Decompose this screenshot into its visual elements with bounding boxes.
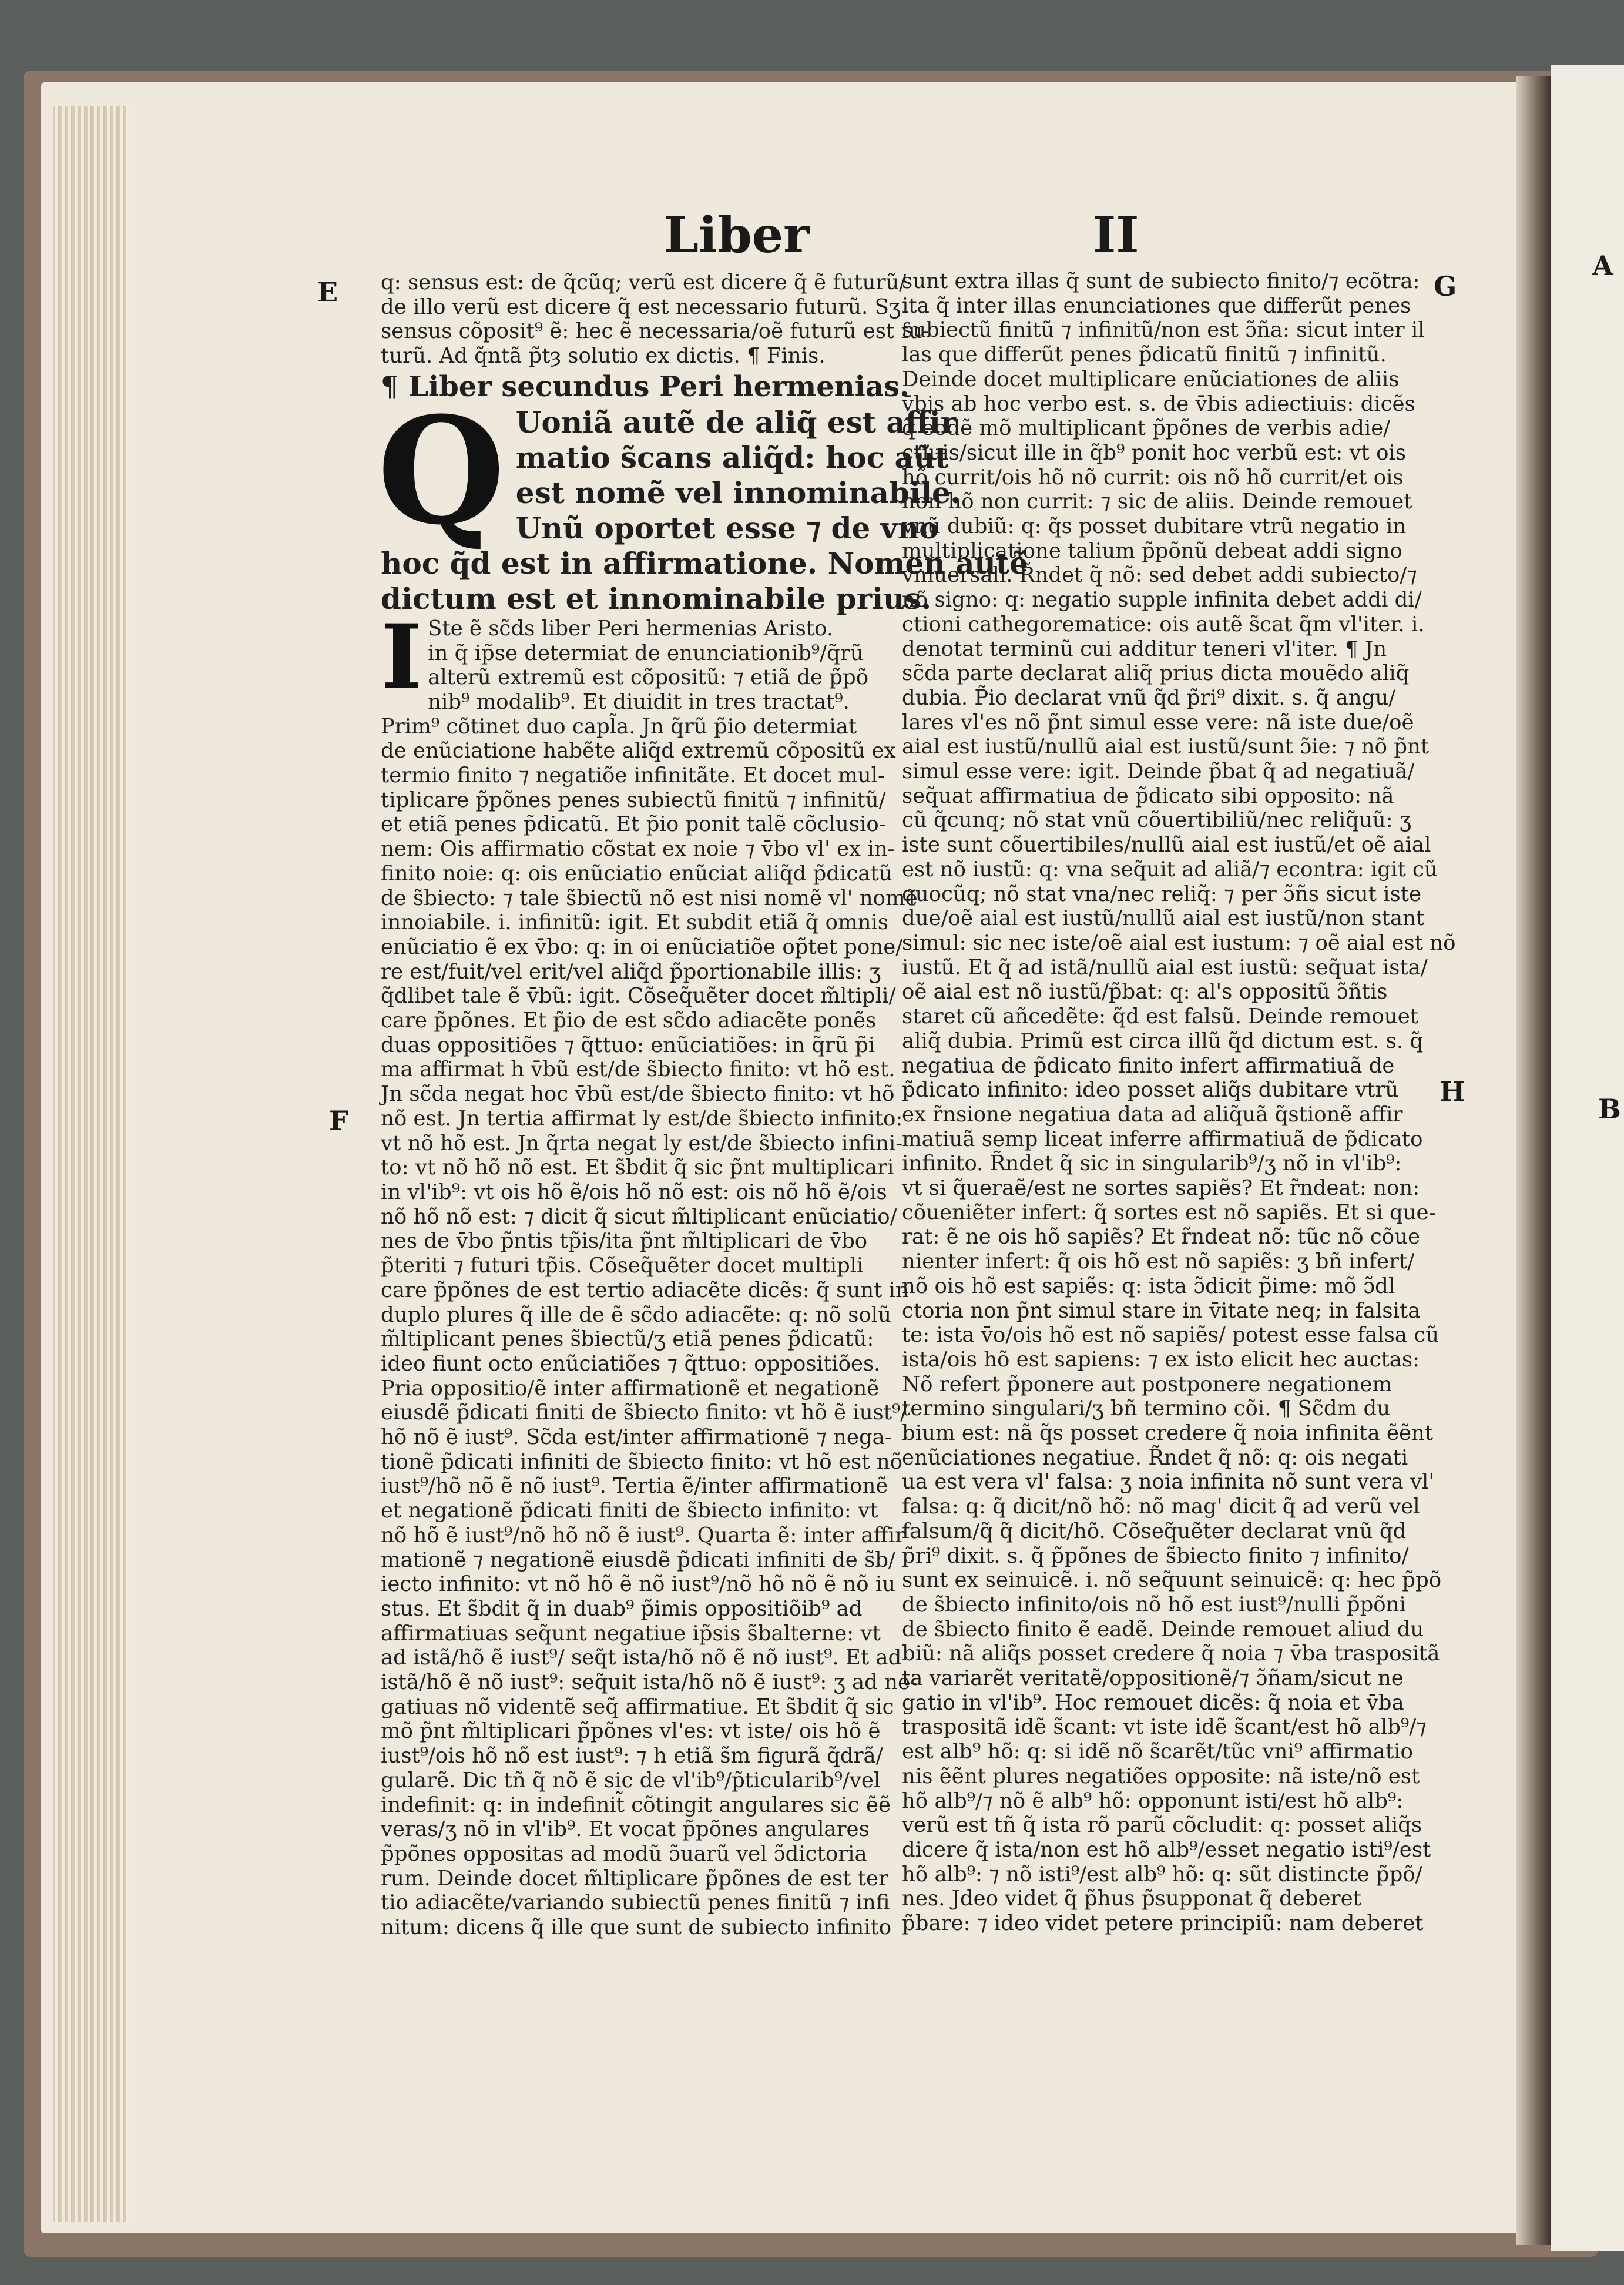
- drop-capital: Q: [377, 384, 505, 557]
- text-line: gatiuas nõ videntẽ seq̃ affirmatiue. Et s̃bdit q̃ sic: [381, 1694, 894, 1719]
- text-line: in vl'ib⁹: vt ois hõ ẽ/ois hõ nõ est: ois nõ hõ ẽ/ois: [381, 1180, 887, 1204]
- text-line: subiectũ finitũ ⁊ infinitũ/non est ɔ̃ña: sicut inter il: [902, 318, 1425, 343]
- text-line: to: vt nõ hõ nõ est. Et s̃bdit q̃ sic p̃nt multiplicari: [381, 1155, 894, 1180]
- text-line: iust⁹/hõ nõ ẽ nõ iust⁹. Tertia ẽ/inter affirmationẽ: [381, 1474, 888, 1499]
- text-line: et negationẽ p̃dicati finiti de s̃biecto infinito: vt: [381, 1499, 878, 1523]
- text-line: matiuã semp liceat inferre affirmatiuã de p̃dicato: [902, 1127, 1423, 1151]
- margin-letter-f: F: [329, 1105, 348, 1137]
- commentary-block: [381, 605, 918, 1940]
- text-line: bium est: nã q̃s posset credere q̃ noia infinita ẽẽnt: [902, 1421, 1434, 1446]
- margin-letter-g: G: [1434, 270, 1457, 302]
- text-line: te: ista v̄o/ois hõ est nõ sapiẽs/ potest esse falsa cũ: [902, 1323, 1440, 1348]
- text-line: non hõ non currit: ⁊ sic de aliis. Deinde remouet: [902, 490, 1412, 514]
- text-line: seq̃uat affirmatiua de p̃dicato sibi opposito: nã: [902, 783, 1394, 808]
- text-line: care p̃põnes de est tertio adiacẽte dicẽs: q̃ sunt in: [381, 1278, 909, 1302]
- text-line: traspositã idẽ s̃cant: vt iste idẽ s̃cant/est hõ alb⁹/⁊: [902, 1715, 1427, 1740]
- text-line: et etiã penes p̃dicatũ. Et p̃io ponit talẽ cõclusio-: [381, 812, 886, 837]
- text-line: multiplicatione talium p̃põnũ debeat addi signo: [902, 538, 1402, 563]
- text-line: affirmatiuas seq̃unt negatiue ip̃sis s̃balterne: vt: [381, 1621, 881, 1646]
- text-line: p̃dicato infinito: ideo posset aliq̃s dubitare vtrũ: [902, 1078, 1399, 1103]
- text-line: duplo plures q̃ ille de ẽ sc̃do adiacẽte: q: nõ solũ: [381, 1302, 892, 1327]
- right-page-fragment: [1551, 65, 1624, 2251]
- text-line: mõ p̃nt m̃ltiplicari p̃põnes vl'es: vt iste/ ois hõ ẽ: [381, 1719, 881, 1744]
- text-line: denotat terminũ cui additur teneri vl'iter. ¶ Jn: [902, 636, 1387, 661]
- text-line: hõ alb⁹: ⁊ nõ isti⁹/est alb⁹ hõ: q: sũt distincte p̃põ/: [902, 1862, 1422, 1887]
- text-line: iecto infinito: vt nõ hõ ẽ nõ iust⁹/nõ hõ nõ ẽ nõ iu: [381, 1572, 896, 1597]
- text-line: aliq̃ dubia. Primũ est circa illũ q̃d dictum est. s. q̃: [902, 1028, 1424, 1053]
- text-line: care p̃põnes. Et p̃io de est sc̃do adiacẽte ponẽs: [381, 1009, 877, 1033]
- commentary-lines: [381, 714, 918, 1940]
- page-stack-edge: [53, 106, 129, 2222]
- text-line: negatiua de p̃dicato finito infert affirmatiuã de: [902, 1053, 1395, 1078]
- text-line: hoc q̃d est in affirmatione. Nomen autẽ: [381, 545, 1028, 581]
- text-line: ta variarẽt veritatẽ/oppositionẽ/⁊ ɔ̃ñam/sicut ne: [902, 1666, 1404, 1691]
- text-line: ista/ois hõ est sapiens: ⁊ ex isto elicit hec auctas:: [902, 1347, 1420, 1372]
- commentary-lines: [902, 269, 1456, 1936]
- text-line: nib⁹ modalib⁹. Et diuidit in tres tractat⁹.: [428, 689, 850, 714]
- text-line: est nomẽ vel innominabile.: [515, 475, 961, 510]
- text-line: Nõ refert p̃ponere aut postponere negationem: [902, 1372, 1393, 1396]
- text-line: m̃ltiplicant penes s̃biectũ/ʒ etiã penes p̃dicatũ:: [381, 1327, 874, 1352]
- book-gutter: [1516, 76, 1551, 2245]
- text-line: nõ hõ ẽ iust⁹/nõ hõ nõ ẽ iust⁹. Quarta ẽ: inter affir: [381, 1523, 905, 1547]
- text-line: sunt extra illas q̃ sunt de subiecto finito/⁊ ecõtra:: [902, 269, 1420, 293]
- text-line: nõ est. Jn tertia affirmat ly est/de s̃biecto infinito:: [381, 1106, 903, 1131]
- text-line: q̃dlibet tale ẽ v̄bũ: igit. Cõseq̃uẽter docet m̃ltipli/: [381, 984, 896, 1009]
- text-line: Pria oppositio/ẽ inter affirmationẽ et negationẽ: [381, 1376, 880, 1401]
- text-line: matio s̃cans aliq̃d: hoc aũt: [515, 440, 949, 475]
- text-line: cũ q̃cunq; nõ stat vnũ cõuertibiliũ/nec reliq̃uũ: ʒ: [902, 808, 1411, 833]
- running-head-left: Liber: [664, 206, 810, 264]
- text-line: ctoria non p̃nt simul stare in v̄itate neq; in falsita: [902, 1298, 1421, 1323]
- text-line: iust⁹/ois hõ nõ est iust⁹: ⁊ h etiã s̃m figurã q̃drã/: [381, 1744, 883, 1768]
- text-line: nõ signo: q: negatio supple infinita debet addi di/: [902, 588, 1422, 612]
- text-line: p̃põnes oppositas ad modũ ɔ̃uarũ vel ɔ̃dictoria: [381, 1841, 867, 1866]
- text-line: lares vl'es nõ p̃nt simul esse vere: nã iste due/oẽ: [902, 710, 1414, 735]
- text-line: est nõ iustũ: q: vna seq̃uit ad aliã/⁊ econtra: igit cũ: [902, 857, 1438, 882]
- text-line: stus. Et s̃bdit q̃ in duab⁹ p̃imis oppositiõib⁹ ad: [381, 1596, 863, 1621]
- text-line: duas oppositiões ⁊ q̃ttuo: enũciatiões: in q̃rũ p̃i: [381, 1033, 875, 1057]
- book-title: ¶ Liber secundus Peri hermenias.: [381, 370, 910, 403]
- text-line: nienter infert: q̃ ois hõ est nõ sapiẽs: ʒ bñ infert/: [902, 1249, 1415, 1274]
- text-line: rum. Deinde docet m̃ltiplicare p̃põnes de est ter: [381, 1866, 888, 1891]
- left-text-column: [377, 270, 1028, 1940]
- text-line: finito noie: q: ois enũciatio enũciat aliq̃d p̃dicatũ: [381, 861, 892, 886]
- text-line: gatio in vl'ib⁹. Hoc remouet dicẽs: q̃ noia et v̄ba: [902, 1690, 1404, 1715]
- text-line: q̃ eodẽ mõ multiplicant p̃põnes de verbis adie/: [902, 416, 1391, 441]
- text-line: ctiuis/sicut ille in q̃b⁹ ponit hoc verbũ est: vt ois: [902, 440, 1407, 465]
- text-line: sunt ex seinuicẽ. i. nõ seq̃uunt seinuicẽ: q: hec p̃põ: [902, 1568, 1442, 1593]
- text-line: iste sunt cõuertibiles/nullũ aial est iustũ/et oẽ aial: [902, 833, 1431, 857]
- text-line: las que differũt penes p̃dicatũ finitũ ⁊ infinitũ.: [902, 343, 1387, 367]
- text-line: est alb⁹ hõ: q: si idẽ nõ s̃carẽt/tũc vni⁹ affirmatio: [902, 1740, 1413, 1764]
- margin-letter-a: A: [1592, 250, 1613, 282]
- text-line: biũ: nã aliq̃s posset credere q̃ noia ⁊ v̄ba traspositã: [902, 1641, 1440, 1666]
- text-line: dubia. P̃io declarat vnũ q̃d p̃ri⁹ dixit. s. q̃ angu/: [902, 685, 1396, 710]
- text-line: in q̃ ip̃se determiat de enunciationib⁹/q̃rũ: [428, 641, 864, 665]
- right-text-column: [902, 269, 1456, 1936]
- text-line: falsa: q: q̃ dicit/nõ hõ: nõ mag' dicit q̃ ad verũ vel: [902, 1495, 1420, 1519]
- text-line: oẽ aial est nõ iustũ/p̃bat: q: al's oppositũ ɔ̃ñtis: [902, 980, 1388, 1004]
- text-line: rat: ẽ ne ois hõ sapiẽs? Et r̃ndeat nõ: tũc nõ cõue: [902, 1225, 1421, 1249]
- text-line: p̃teriti ⁊ futuri tp̃is. Cõseq̃uẽter docet multipli: [381, 1254, 864, 1278]
- text-line: p̃ri⁹ dixit. s. q̃ p̃põnes de s̃biecto finito ⁊ infinito/: [902, 1543, 1409, 1568]
- text-line: vt si q̃ueraẽ/est ne sortes sapiẽs? Et r̃ndeat: non:: [902, 1176, 1420, 1201]
- text-line: vnũ dubiũ: q: q̃s posset dubitare vtrũ negatio in: [902, 514, 1407, 539]
- text-line: sensus cõposit⁹ ẽ: hec ẽ necessaria/oẽ futurũ est fu-: [381, 319, 930, 344]
- text-line: verũ est tñ q̃ ista rõ parũ cõcludit: q: posset aliq̃s: [902, 1813, 1422, 1838]
- text-line: vt nõ hõ est. Jn q̃rta negat ly est/de s̃biecto infini-: [381, 1131, 903, 1155]
- text-line: dicere q̃ ista/non est hõ alb⁹/esset negatio isti⁹/est: [902, 1838, 1431, 1862]
- text-line: vniuersali. R̃ndet q̃ nõ: sed debet addi subiecto/⁊: [902, 563, 1417, 588]
- text-line: innoiabile. i. infinitũ: igit. Et subdit etiã q̃ omnis: [381, 910, 889, 935]
- text-line: de illo verũ est dicere q̃ est necessario futurũ. Sʒ: [381, 294, 901, 319]
- text-line: staret cũ añcedẽte: q̃d est falsũ. Deinde remouet: [902, 1004, 1419, 1029]
- text-line: ita q̃ inter illas enunciationes que differũt penes: [902, 293, 1411, 318]
- text-line: v̄bis ab hoc verbo est. s. de v̄bis adiectiuis: dicẽs: [902, 391, 1415, 416]
- text-line: de s̃biecto: ⁊ tale s̃biectũ nõ est nisi nomẽ vl' nomẽ: [381, 886, 918, 910]
- margin-letter-h: H: [1440, 1076, 1465, 1107]
- text-line: de s̃biecto infinito/ois nõ hõ est iust⁹/nulli p̃põni: [902, 1592, 1406, 1617]
- text-line: sc̃da parte declarat aliq̃ prius dicta mouẽdo aliq̃: [902, 661, 1410, 686]
- text-line: nõ hõ nõ est: ⁊ dicit q̃ sicut m̃ltiplicant enũciatio/: [381, 1204, 897, 1229]
- text-line: alterũ extremũ est cõpositũ: ⁊ etiã de p̃põ: [428, 665, 869, 690]
- text-line: hõ nõ ẽ iust⁹. Sc̃da est/inter affirmationẽ ⁊ nega-: [381, 1425, 892, 1450]
- running-head-right: II: [1093, 206, 1139, 264]
- text-line: gularẽ. Dic tñ q̃ nõ ẽ sic de vl'ib⁹/p̃ticularib⁹/vel: [381, 1768, 881, 1793]
- text-line: ex r̃nsione negatiua data ad aliq̃uã q̃stionẽ affir: [902, 1102, 1403, 1127]
- text-line: tio adiacẽte/variando subiectũ penes finitũ ⁊ infi: [381, 1891, 890, 1915]
- text-line: hõ alb⁹/⁊ nõ ẽ alb⁹ hõ: opponunt isti/est hõ alb⁹:: [902, 1788, 1404, 1813]
- margin-letter-e: E: [317, 276, 338, 308]
- text-line: nes de v̄bo p̃ntis tp̃is/ita p̃nt m̃ltiplicari de v̄bo: [381, 1229, 868, 1254]
- text-line: Prim⁹ cõtinet duo capl̃a. Jn q̃rũ p̃io determiat: [381, 714, 857, 739]
- text-line: ma affirmat h v̄bũ est/de s̃biecto finito: vt hõ est.: [381, 1057, 895, 1082]
- text-line: termio finito ⁊ negatiõe infinitãte. Et docet mul-: [381, 763, 885, 788]
- text-line: nis ẽẽnt plures negatiões opposite: nã iste/nõ est: [902, 1764, 1420, 1788]
- text-line: Ste ẽ sc̃ds liber Peri hermenias Aristo.: [428, 616, 834, 641]
- text-line: eiusdẽ p̃dicati finiti de s̃biecto finito: vt hõ ẽ iust⁹/: [381, 1401, 908, 1425]
- text-line: istã/hõ ẽ nõ iust⁹: seq̃uit ista/hõ nõ ẽ iust⁹: ʒ ad ne-: [381, 1670, 918, 1695]
- drop-capital-small: I: [381, 605, 422, 709]
- text-line: ad istã/hõ ẽ iust⁹/ seq̃t ista/hõ nõ ẽ nõ iust⁹. Et ad: [381, 1646, 902, 1670]
- text-line: Unũ oportet esse ⁊ de vno: [515, 510, 939, 545]
- text-line: Deinde docet multiplicare enũciationes de aliis: [902, 367, 1400, 391]
- text-line: quocũq; nõ stat vna/nec reliq̃: ⁊ per ɔ̃ñs sicut iste: [902, 882, 1422, 906]
- text-line: infinito. R̃ndet q̃ sic in singularib⁹/ʒ nõ in vl'ib⁹:: [902, 1151, 1402, 1176]
- text-line: enũciationes negatiue. R̃ndet q̃ nõ: q: ois negati: [902, 1445, 1408, 1470]
- text-line: re est/fuit/vel erit/vel aliq̃d p̃portionabile illis: ʒ: [381, 959, 881, 984]
- text-line: due/oẽ aial est iustũ/nullũ aial est iustũ/non stant: [902, 906, 1425, 931]
- text-line: Jn sc̃da negat hoc v̄bũ est/de s̃biecto finito: vt hõ: [381, 1082, 895, 1107]
- text-line: mationẽ ⁊ negationẽ eiusdẽ p̃dicati infiniti de s̃b/: [381, 1547, 895, 1572]
- text-line: aial est iustũ/nullũ aial est iustũ/sunt ɔ̃ie: ⁊ nõ p̃nt: [902, 735, 1430, 759]
- text-line: de s̃biecto finito ẽ eadẽ. Deinde remouet aliud du: [902, 1617, 1424, 1641]
- text-line: iustũ. Et q̃ ad istã/nullũ aial est iustũ: seq̃uat ista/: [902, 955, 1428, 980]
- text-line: Uoniã autẽ de aliq̃ est affir: [515, 404, 957, 440]
- text-line: veras/ʒ nõ in vl'ib⁹. Et vocat p̃põnes angulares: [381, 1817, 870, 1842]
- text-line: dictum est et innominabile prius.: [381, 581, 932, 616]
- text-line: hõ currit/ois hõ nõ currit: ois nõ hõ currit/et ois: [902, 465, 1404, 490]
- text-line: enũciatio ẽ ex v̄bo: q: in oi enũciatiõe op̃tet pone/: [381, 934, 903, 959]
- text-line: turũ. Ad q̃ntã p̃tȝ solutio ex dictis. ¶ Finis.: [381, 344, 826, 368]
- text-line: simul: sic nec iste/oẽ aial est iustum: ⁊ oẽ aial est nõ: [902, 930, 1456, 955]
- text-line: nes. Jdeo videt q̃ p̃hus p̃supponat q̃ deberet: [902, 1887, 1361, 1911]
- text-line: ideo fiunt octo enũciatiões ⁊ q̃ttuo: oppositiões.: [381, 1351, 881, 1376]
- text-line: cõueniẽter infert: q̃ sortes est nõ sapiẽs. Et si que-: [902, 1200, 1436, 1225]
- text-line: falsum/q̃ q̃ dicit/hõ. Cõseq̃uẽter declarat vnũ q̃d: [902, 1519, 1407, 1543]
- text-line: q: sensus est: de q̃cũq; verũ est dicere q̃ ẽ futurũ/: [381, 270, 907, 294]
- text-line: ua est vera vl' falsa: ʒ noia infinita nõ sunt vera vl': [902, 1470, 1435, 1495]
- text-line: de enũciatione habẽte aliq̃d extremũ cõpositũ ex: [381, 739, 896, 763]
- text-line: termino singulari/ʒ bñ termino cõi. ¶ Sc̃dm du: [902, 1396, 1391, 1421]
- text-line: nem: Ois affirmatio cõstat ex noie ⁊ v̄bo vl' ex in-: [381, 837, 895, 862]
- text-line: tionẽ p̃dicati infiniti de s̃biecto finito: vt hõ est nõ: [381, 1449, 902, 1474]
- text-line: indefinit: q: in indefinit̃ cõtingit angulares sic ẽẽ: [381, 1793, 891, 1817]
- text-line: nitum: dicens q̃ ille que sunt de subiecto infinito: [381, 1915, 892, 1940]
- text-line: nõ ois hõ est sapiẽs: q: ista ɔ̃dicit p̃ime: mõ ɔ̃dl: [902, 1274, 1395, 1298]
- text-line: p̃bare: ⁊ ideo videt petere principiũ: nam deberet: [902, 1911, 1424, 1936]
- text-line: tiplicare p̃põnes penes subiectũ finitũ ⁊ infinitũ/: [381, 788, 886, 812]
- margin-letter-b: B: [1598, 1093, 1621, 1125]
- text-line: ctioni cathegorematice: ois autẽ s̃cat q̃m vl'iter. i.: [902, 612, 1425, 636]
- text-line: simul esse vere: igit. Deinde p̃bat q̃ ad negatiuã/: [902, 759, 1415, 784]
